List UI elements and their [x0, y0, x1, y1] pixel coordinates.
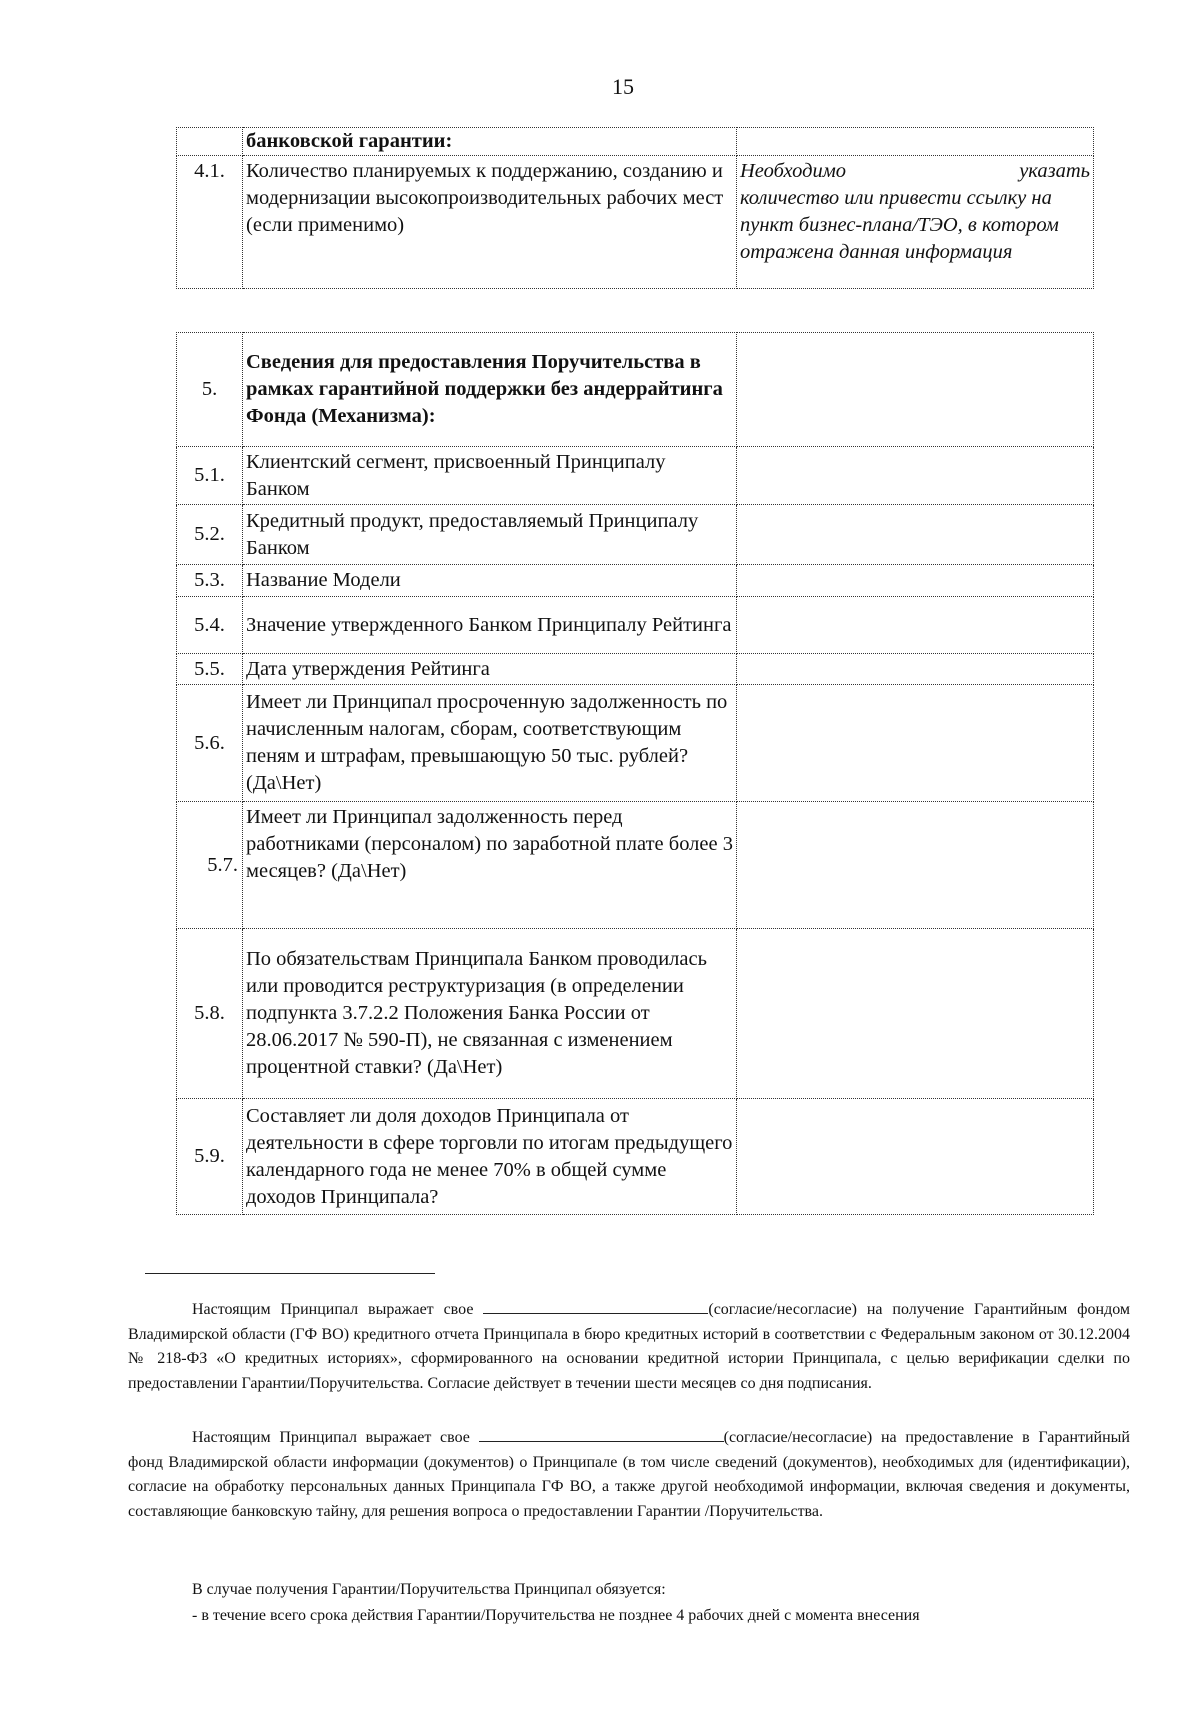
value-cell[interactable] [737, 1099, 1094, 1215]
row-number: 5.3. [177, 565, 243, 597]
value-cell[interactable] [737, 505, 1094, 565]
row-label: Дата утверждения Рейтинга [243, 654, 737, 685]
row-label: Имеет ли Принципал задолженность перед работниками (персоналом) по заработной плате более 3 месяцев? (Да\Нет) [243, 802, 737, 929]
row-number: 5.2. [177, 505, 243, 565]
value-first-line [740, 158, 1090, 185]
value-cell[interactable] [737, 565, 1094, 597]
row-number: 5. [177, 333, 243, 447]
row-label: Количество планируемых к поддержанию, созданию и модернизации высокопроизводительных рабочих мест (если применимо) [243, 156, 737, 289]
row-number: 5.8. [177, 929, 243, 1099]
value-word: Необходимо [740, 160, 847, 182]
value-cell[interactable] [737, 802, 1094, 929]
row-number: 5.1. [177, 447, 243, 505]
row-label: Название Модели [243, 565, 737, 597]
row-label: Значение утвержденного Банком Принципалу Рейтинга [243, 597, 737, 654]
value-cell[interactable] [737, 685, 1094, 802]
empty-cell [737, 128, 1094, 156]
row-number: 5.9. [177, 1099, 243, 1215]
value-cell[interactable] [737, 654, 1094, 685]
page-number: 15 [612, 74, 634, 99]
value-text: количество или привести ссылку на пункт бизнес-плана/ТЭО, в котором отражена данная информация [740, 187, 1059, 263]
row-number: 5.5. [177, 654, 243, 685]
value-word: указать [1019, 160, 1090, 182]
row-value [737, 156, 1094, 289]
row-label: Составляет ли доля доходов Принципала от деятельности в сфере торговли по итогам предыдущего календарного года не менее 70% в общей сумме доходов Принципала? [243, 1099, 737, 1215]
footnote-separator [145, 1273, 435, 1274]
consent-lead-text: Настоящим Принципал выражает свое [192, 1301, 474, 1318]
row-label: Клиентский сегмент, присвоенный Принципалу Банком [243, 447, 737, 505]
section-title: Сведения для предоставления Поручительства в рамках гарантийной поддержки без андеррайтинга Фонда (Механизма): [243, 333, 737, 447]
footnote-obligation-item [128, 1604, 1130, 1629]
guarantee-info-table [176, 127, 1094, 289]
value-cell[interactable] [737, 447, 1094, 505]
row-number: 5.6. [177, 685, 243, 802]
value-cell[interactable] [737, 597, 1094, 654]
consent-blank-field[interactable] [483, 1299, 708, 1314]
empty-cell [177, 128, 243, 156]
row-number: 4.1. [177, 156, 243, 289]
obligations-intro-text: В случае получения Гарантии/Поручительства Принципал обязуется: [192, 1581, 666, 1598]
consent-lead-text: Настоящим Принципал выражает свое [192, 1429, 470, 1446]
footnote-data-processing-consent [128, 1426, 1130, 1524]
section-header-continued: банковской гарантии: [243, 128, 737, 156]
consent-choice-hint: (согласие/несогласие) [723, 1429, 873, 1446]
row-number: 5.7. [177, 802, 243, 929]
suretyship-info-table [176, 332, 1094, 1215]
row-number: 5.4. [177, 597, 243, 654]
obligation-item-text: - в течение всего срока действия Гарантии/Поручительства не позднее 4 рабочих дней с момента внесения [192, 1607, 920, 1624]
row-label: Кредитный продукт, предоставляемый Принципалу Банком [243, 505, 737, 565]
consent-body-text: на получение Гарантийным фондом Владимирской области (ГФ ВО) кредитного отчета Принципала в бюро кредитных историй в соответствии с Федеральным законом от 30.12.2004 № 218-ФЗ «О кредитных историях», сформированного на основании кредитной истории Принципала, с целью верификации сделки по предоставлении Гарантии/Поручительства. Согласие действует в течении шести месяцев со дня подписания. [128, 1301, 1131, 1392]
footnote-obligations-intro [128, 1578, 1130, 1603]
value-cell[interactable] [737, 333, 1094, 447]
consent-choice-hint: (согласие/несогласие) [708, 1301, 857, 1318]
row-label: Имеет ли Принципал просроченную задолженность по начисленным налогам, сборам, соответствующим пеням и штрафам, превышающую 50 тыс. рублей? (Да\Нет) [243, 685, 737, 802]
row-label: По обязательствам Принципала Банком проводилась или проводится реструктуризация (в определении подпункта 3.7.2.2 Положения Банка России от 28.06.2017 № 590-П), не связанная с изменением процентной ставки? (Да\Нет) [243, 929, 737, 1099]
value-cell[interactable] [737, 929, 1094, 1099]
footnote-credit-report-consent [128, 1298, 1130, 1396]
consent-body-text: на предоставление в Гарантийный фонд Владимирской области информации (документов) о Принципале (в том числе сведений (документов), необходимых для (идентификации), согласие на обработку персональных данных Принципала ГФ ВО, а также другой необходимой информации, включая сведения и документы, составляющие банковскую тайну, для решения вопроса о предоставлении Гарантии /Поручительства. [128, 1429, 1130, 1520]
consent-blank-field[interactable] [479, 1427, 724, 1442]
